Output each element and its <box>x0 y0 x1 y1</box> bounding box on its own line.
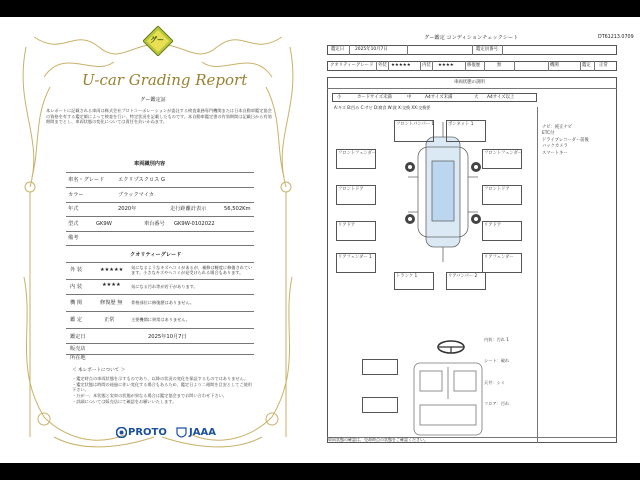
rule <box>66 216 254 217</box>
section-title: 車両状態の説明 <box>454 80 485 85</box>
interior-label: 内装 <box>422 63 431 68</box>
note-item: ・鑑定時点の車両状態を示すものであり、以降の状況の変化を保証するものではありません。 <box>72 376 249 381</box>
interior-note: 内装：汚れ 1 <box>484 337 509 342</box>
interior-note: フロア：汚れ <box>484 401 510 407</box>
rule <box>66 187 254 188</box>
rule <box>66 262 254 263</box>
engine-label: 機関 <box>550 63 559 68</box>
quality-label: 外 装 <box>70 267 83 273</box>
vehicle-row-label: 車台番号 <box>144 221 165 227</box>
rule <box>66 311 254 312</box>
part-label: リアバンパー 2 <box>448 274 478 279</box>
quality-value: 正常 <box>104 317 115 323</box>
part-label: リアドア <box>338 223 356 228</box>
judge-value: 正常 <box>599 63 608 68</box>
rule <box>66 245 254 246</box>
vehicle-row-value: 2020年 <box>118 206 137 212</box>
interior-box <box>362 397 398 413</box>
section-quality: クオリティーグレード <box>130 252 182 258</box>
equipment-item: ドライブレコーダー前後 <box>542 137 589 143</box>
note-item: ・鑑定状態は時間の経過に伴い変化する場合もあるため、鑑定日より二週間を目安としてご使用下さい。 <box>72 381 252 393</box>
quality-grade-label: クオリティーグレード <box>330 63 374 68</box>
equipment-item: バックカメラ <box>542 144 568 150</box>
notes-list <box>72 376 252 404</box>
equipment-item: ETC付 <box>542 131 555 137</box>
vehicle-row-value: エクリプスクロス G <box>118 177 165 183</box>
part-label: トランク 1 <box>396 274 418 279</box>
size-label: 大 <box>474 95 479 100</box>
part-label: フロントドア <box>338 187 364 192</box>
date-value: 2025年10月7日 <box>148 334 187 340</box>
code-legend: A:キズ B:凹み C:サビ D:腐食 W:波 X:交換 XX:交換要 <box>334 105 431 110</box>
goo-badge <box>143 26 173 56</box>
sheet-title: グー鑑定 コンディションチェックシート <box>424 35 519 41</box>
footer-note: 車両状態の確認は、売却時点の状態をご確認ください。 <box>328 437 428 442</box>
part-label: フロントフェンダー <box>484 151 523 156</box>
quality-desc: 主要機関に異常はありません。 <box>131 317 190 322</box>
vehicle-row-label: 型式 <box>68 221 79 227</box>
certificate-panel <box>4 17 312 463</box>
vehicle-row-value: GK9W <box>96 221 112 227</box>
vehicle-row-value: GK9W-0102022 <box>174 221 215 227</box>
quality-desc: 気になる汚れ等が若干があります。 <box>131 284 198 289</box>
rule <box>66 294 254 295</box>
part-label: フロントドア <box>484 187 510 192</box>
page <box>0 17 640 463</box>
size-desc: A4サイズ未満 <box>425 95 453 100</box>
note-item: ・万が一、本状態と実車の状態が異なる場合は鑑定協会までお問い合わせ下さい。 <box>72 393 227 399</box>
notes-title: ＜ 本レポートについて ＞ <box>72 368 126 373</box>
repair-label: 修復歴 <box>467 63 481 68</box>
vehicle-row-label: 走行距離計表示 <box>170 206 207 212</box>
vehicle-row-value: 56,502Km <box>224 206 251 212</box>
repair-value: 無 <box>497 63 502 68</box>
date-label: 鑑定日 <box>70 334 86 340</box>
owner-label: 所在地 <box>70 355 86 361</box>
vehicle-row-label: 備考 <box>68 235 79 241</box>
part-label: フロントバンパー 1 <box>396 122 435 127</box>
badge-text: グー <box>150 36 164 44</box>
report-subtitle: グー鑑定証 <box>140 97 166 103</box>
interior-note: シート：破れ <box>484 358 510 364</box>
equipment-item: スマートキー <box>542 150 568 156</box>
interior-notes <box>484 337 534 407</box>
exterior-stars: ★★★★★ <box>391 63 411 68</box>
interior-note: 天井：シミ <box>484 379 505 385</box>
judge-label: 鑑定 <box>582 63 591 68</box>
intro-text: 本レポートに記載される車両は株式会社プロトコーポレーションが委託する検査業務専門機関または日本自動車鑑定協会の資格を有する鑑定師によって検査を行い、特定状況を記載したものです。本自動車鑑定書の有効期間は記載日から有効期間までとし、車両状態の変化については責任を負いかねます。 <box>46 108 272 125</box>
shop-label: 販売店 <box>70 346 86 352</box>
doc-id: DT61213.0709 <box>598 35 634 40</box>
quality-desc: 気になるようなキズヘコミがあるが、補修は軽度に修復されています。小さなキズやヘコミが見受けられる場合もあります。 <box>131 265 253 276</box>
proto-logo <box>116 427 167 438</box>
vehicle-row-value: ブラックマイカ <box>118 192 154 198</box>
rule <box>66 231 254 232</box>
part-label: リアドア <box>484 223 502 228</box>
exterior-label: 外装 <box>378 63 387 68</box>
quality-value: 修復歴 無 <box>100 300 123 306</box>
report-title: U-car Grading Report <box>82 71 248 89</box>
rule <box>66 202 254 203</box>
quality-label: 鑑 定 <box>70 317 83 323</box>
steering-wheel-icon <box>436 339 466 355</box>
part-label: リアフェンダー 1 <box>338 255 372 260</box>
part-label: フロントフェンダー <box>338 151 377 156</box>
rule <box>66 343 254 344</box>
equipment-notes <box>542 125 612 157</box>
quality-label: 機 関 <box>70 300 83 306</box>
vehicle-row-label: カラー <box>68 192 84 198</box>
size-label: 小 <box>337 95 342 100</box>
part-label: リアフェンダー <box>484 255 514 260</box>
jaaa-logo-text: JAAA <box>189 427 216 438</box>
size-desc: カードサイズ未満 <box>357 95 392 100</box>
interior-stars: ★★★★ <box>438 63 454 68</box>
date-value: 2025年10月7日 <box>355 47 388 52</box>
jaaa-logo <box>176 427 216 438</box>
part-label: ボンネット 1 <box>448 122 474 127</box>
proto-logo-text: PROTO <box>128 427 167 438</box>
vehicle-row-label: 車名・グレード <box>68 177 105 183</box>
rule <box>66 328 254 329</box>
size-desc: A4サイズ以上 <box>487 95 515 100</box>
rule <box>66 279 254 280</box>
inspector-label: 鑑定員番号 <box>476 47 498 52</box>
quality-label: 内 装 <box>70 284 83 290</box>
size-label: 中 <box>407 95 412 100</box>
quality-stars: ★★★★★ <box>100 267 124 273</box>
interior-box <box>362 359 398 375</box>
condition-sheet <box>322 17 636 463</box>
equipment-item: ナビ：純正ナビ <box>542 125 573 130</box>
vehicle-row-label: 年式 <box>68 206 79 212</box>
quality-stars: ★★★★ <box>102 282 121 288</box>
interior-diagram <box>408 359 488 439</box>
rule <box>66 354 254 355</box>
rule <box>66 172 254 173</box>
section-vehicle: 車両識別内容 <box>134 161 166 167</box>
quality-desc: 骨格部位に修復歴はありません。 <box>131 300 195 305</box>
note-item: ・詳細については販売店にて確認をお願いいたします。 <box>72 398 177 404</box>
date-label: 鑑定日 <box>331 47 345 52</box>
